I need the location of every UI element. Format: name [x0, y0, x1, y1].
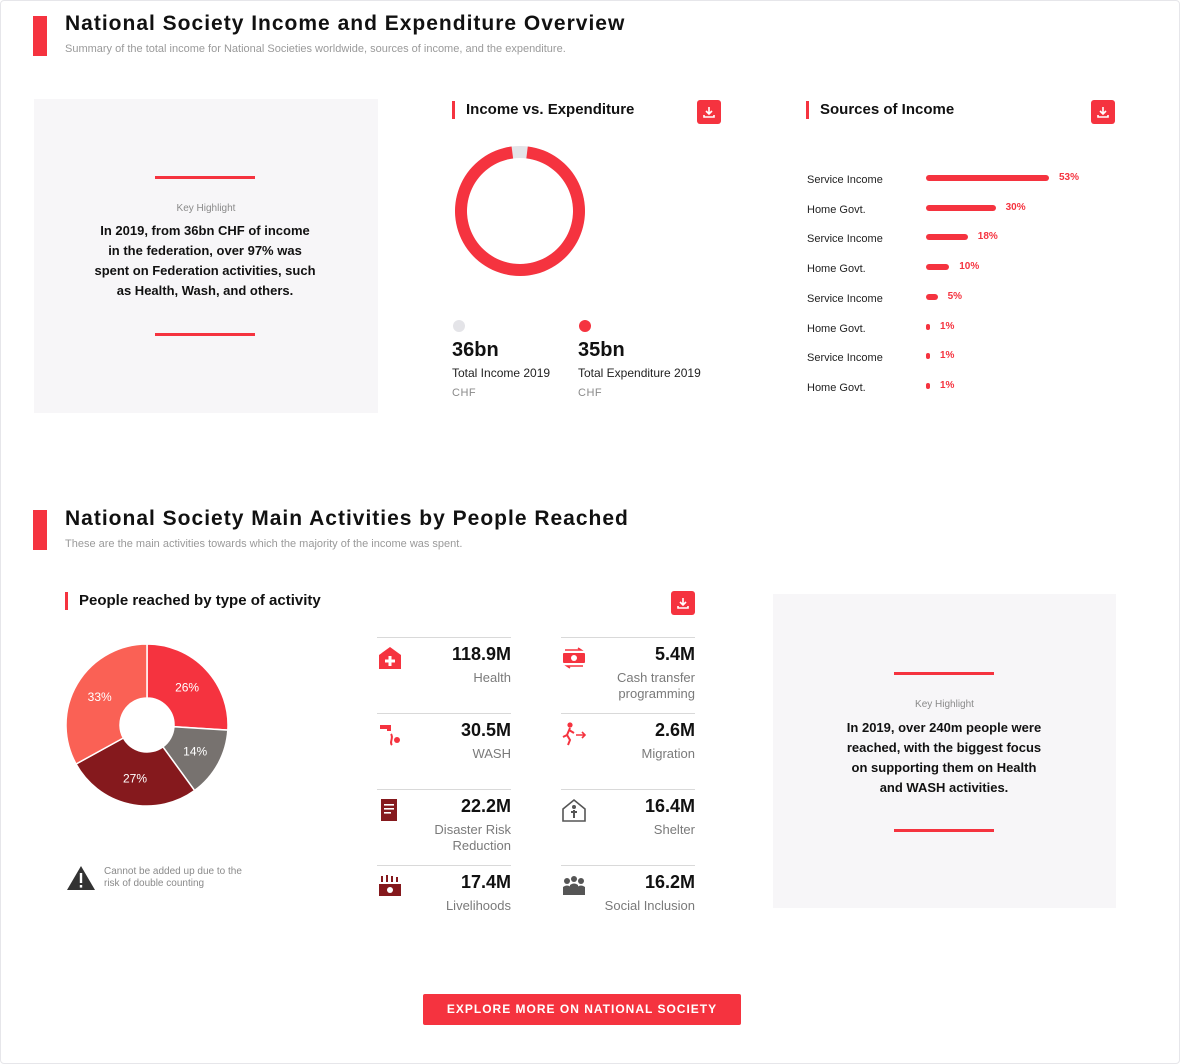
highlight-divider-top [894, 672, 994, 675]
section-subtitle: Summary of the total income for National Societies worldwide, sources of income, and the expenditure. [65, 43, 566, 55]
people-reached-title: People reached by type of activity [65, 592, 321, 610]
highlight-divider-top [155, 176, 255, 179]
activity-name: Social Inclusion [604, 898, 695, 913]
income-source-label: Service Income [807, 292, 883, 305]
key-highlight-card [34, 99, 378, 413]
activity-value: 16.4M [644, 796, 695, 816]
income-expenditure-donut [453, 144, 587, 278]
income-source-label: Home Govt. [807, 263, 866, 276]
total-expenditure-label: Total Expenditure 2019 [578, 366, 701, 380]
download-icon [1095, 104, 1111, 120]
total-income-unit: CHF [452, 387, 477, 399]
income-source-percent: 18% [977, 231, 998, 243]
activity-value: 2.6M [654, 720, 695, 740]
income-source-percent: 30% [1005, 201, 1026, 213]
social-inclusion-icon [561, 873, 587, 899]
highlight-text: In 2019, over 240m people were reached, with the biggest focus on supporting them on Health and WASH activities. [846, 720, 1042, 795]
migration-icon [561, 721, 587, 747]
livelihoods-icon [377, 873, 403, 899]
pie-slice-label: 26% [175, 680, 200, 695]
pie-slice-label: 33% [87, 690, 112, 705]
people-reached-pie [65, 643, 229, 807]
activity-divider [561, 865, 695, 866]
section-accent-bar [33, 510, 47, 550]
activity-name: Livelihoods [445, 898, 511, 913]
activity-divider [561, 637, 695, 638]
total-income-label: Total Income 2019 [452, 366, 551, 380]
section-subtitle: These are the main activities towards which the majority of the income was spent. [65, 538, 463, 550]
pie-slice-label: 27% [122, 771, 148, 786]
income-source-bar [926, 324, 930, 330]
activity-value: 5.4M [654, 644, 695, 664]
disaster-risk-icon [377, 797, 403, 823]
income-source-bar [926, 205, 996, 211]
explore-national-society-button[interactable]: EXPLORE MORE ON NATIONAL SOCIETY PAGES [423, 994, 741, 1025]
expenditure-legend-dot [579, 320, 591, 332]
income-source-label: Service Income [807, 233, 883, 246]
highlight-divider-bottom [155, 333, 255, 336]
highlight-label: Key Highlight [915, 699, 974, 710]
total-expenditure-unit: CHF [578, 387, 603, 399]
section-accent-bar [33, 16, 47, 56]
income-source-percent: 10% [959, 261, 980, 273]
activity-value: 30.5M [460, 720, 511, 740]
pie-slice-label: 14% [183, 744, 208, 759]
income-source-label: Home Govt. [807, 203, 866, 216]
income-source-bar [926, 294, 938, 300]
income-source-bar [926, 383, 930, 389]
income-legend-dot [453, 320, 465, 332]
income-source-label: Service Income [807, 352, 883, 365]
income-source-percent: 53% [1059, 172, 1080, 183]
income-source-percent: 5% [947, 290, 963, 302]
income-source-bar [926, 353, 930, 359]
activity-divider [561, 789, 695, 790]
activity-value: 22.2M [460, 796, 511, 816]
sources-of-income-title: Sources of Income [806, 101, 954, 119]
download-button[interactable] [697, 100, 721, 124]
activity-value: 17.4M [460, 872, 511, 892]
total-income-value: 36bn [452, 339, 499, 361]
total-expenditure-value: 35bn [578, 339, 625, 361]
income-source-label: Service Income [807, 174, 883, 186]
income-source-bar [926, 175, 1049, 181]
activity-name: Migration [641, 746, 695, 761]
activity-divider [561, 713, 695, 714]
download-button[interactable] [1091, 100, 1115, 124]
activity-name: Shelter [653, 822, 695, 837]
activity-value: 118.9M [451, 644, 511, 664]
activity-divider [377, 789, 511, 790]
income-source-label: Home Govt. [807, 322, 866, 335]
highlight-text: In 2019, from 36bn CHF of income in the federation, over 97% was spent on Federation activities, such as Health, Wash, and others. [94, 223, 316, 298]
warning-icon [65, 864, 97, 892]
income-source-percent: 1% [940, 350, 955, 362]
section-title: National Society Main Activities by People Reached [65, 507, 629, 530]
activity-name: Cash transfer programming [616, 670, 695, 701]
shelter-icon [561, 797, 587, 823]
highlight-label: Key Highlight [176, 203, 236, 214]
activity-name: Health [473, 670, 511, 685]
highlight-divider-bottom [894, 829, 994, 832]
download-button[interactable] [671, 591, 695, 615]
double-counting-note: Cannot be added up due to the risk of double counting [104, 866, 242, 889]
income-vs-expenditure-title: Income vs. Expenditure [452, 101, 634, 119]
activity-divider [377, 713, 511, 714]
health-icon [377, 645, 403, 671]
income-source-bar [926, 264, 949, 270]
activity-divider [377, 865, 511, 866]
download-icon [701, 104, 717, 120]
activity-value: 16.2M [644, 872, 695, 892]
section-title: National Society Income and Expenditure Overview [65, 12, 626, 35]
income-source-bar [926, 234, 968, 240]
activity-name: WASH [472, 746, 511, 761]
income-source-percent: 1% [940, 320, 955, 332]
activity-name: Disaster Risk Reduction [434, 822, 511, 853]
activity-divider [377, 637, 511, 638]
income-source-label: Home Govt. [807, 381, 866, 394]
cash-transfer-icon [561, 645, 587, 671]
wash-icon [377, 721, 403, 747]
income-source-percent: 1% [940, 379, 955, 391]
key-highlight-card [773, 594, 1116, 908]
download-icon [675, 595, 691, 611]
expenditure-arc [455, 146, 585, 276]
